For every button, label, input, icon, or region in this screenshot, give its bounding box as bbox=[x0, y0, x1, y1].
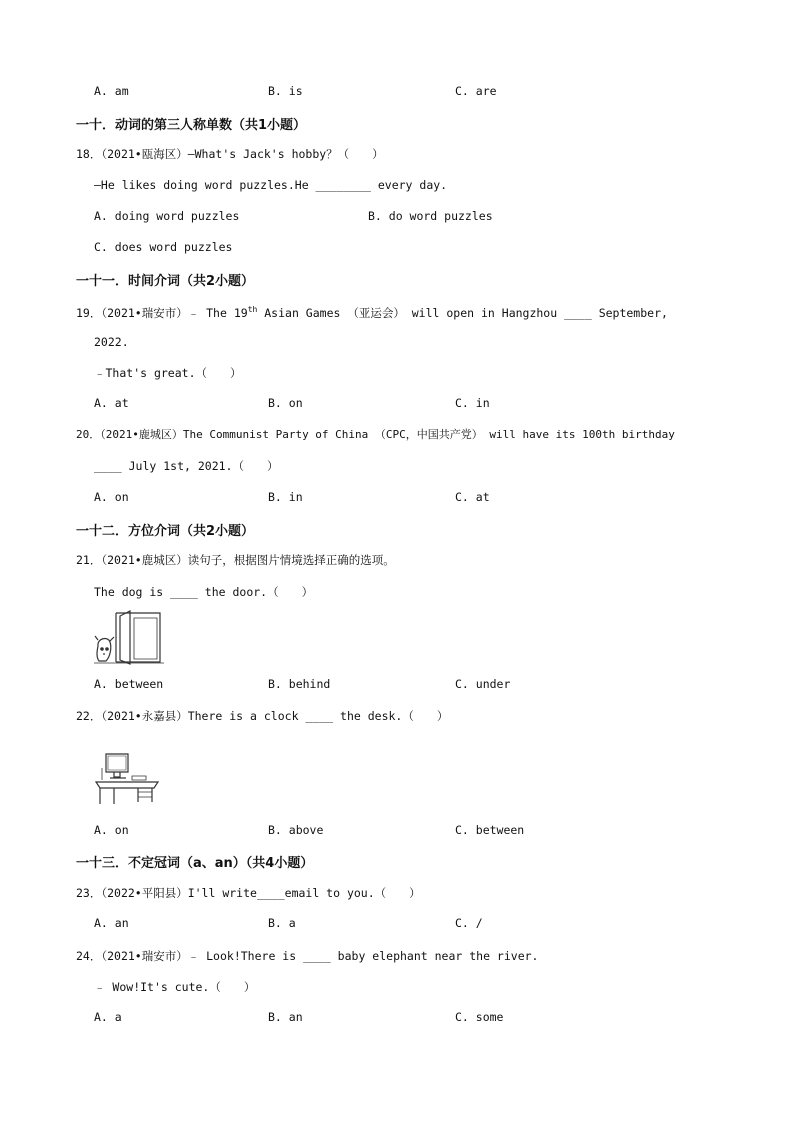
q21-line2: The dog is ____ the door.（ ） bbox=[94, 585, 314, 599]
q20-option-b: B. in bbox=[268, 490, 303, 504]
section-heading-10: 一十．动词的第三人称单数（共1小题） bbox=[76, 118, 307, 133]
q24-line2: ﹣ Wow!It's cute.（ ） bbox=[94, 980, 256, 994]
desk-computer-picture bbox=[94, 750, 160, 806]
q17-option-b: B. is bbox=[268, 84, 303, 98]
q19-stem-pre: 19．（2021•瑞安市）﹣ The 19 bbox=[76, 305, 248, 320]
q23-option-c: C. / bbox=[455, 916, 483, 930]
section-heading-12: 一十二．方位介词（共2小题） bbox=[76, 524, 255, 539]
q21-stem: 21．（2021•鹿城区）读句子，根据图片情境选择正确的选项。 bbox=[76, 553, 395, 567]
q17-option-a: A. am bbox=[94, 84, 129, 98]
q20-option-c: C. at bbox=[455, 490, 490, 504]
q19-line3: ﹣That's great.（ ） bbox=[94, 366, 242, 380]
q19-option-c: C. in bbox=[455, 396, 490, 410]
q20-stem: 20．（2021•鹿城区）The Communist Party of China （CPC，中国共产党） will have its 100th birthday bbox=[76, 428, 675, 441]
q20-option-a: A. on bbox=[94, 490, 129, 504]
q18-stem: 18．（2021•瓯海区）—What's Jack's hobby？（ ） bbox=[76, 147, 384, 161]
q19-option-a: A. at bbox=[94, 396, 129, 410]
q18-line2: —He likes doing word puzzles.He ________ every day. bbox=[94, 178, 448, 192]
q19-stem-post: Asian Games （亚运会） will open in Hangzhou ____ September, bbox=[257, 305, 668, 320]
q22-option-b: B. above bbox=[268, 823, 324, 837]
q22-stem: 22．（2021•永嘉县）There is a clock ____ the desk.（ ） bbox=[76, 709, 449, 723]
q23-stem: 23．（2022•平阳县）I'll write____email to you.（ ） bbox=[76, 886, 421, 900]
q23-option-a: A. an bbox=[94, 916, 129, 930]
q24-stem: 24．（2021•瑞安市）﹣ Look!There is ____ baby elephant near the river. bbox=[76, 949, 539, 963]
q18-option-a: A. doing word puzzles bbox=[94, 209, 240, 223]
q19-option-b: B. on bbox=[268, 396, 303, 410]
q24-option-b: B. an bbox=[268, 1010, 303, 1024]
q21-option-b: B. behind bbox=[268, 677, 331, 691]
section-heading-11: 一十一．时间介词（共2小题） bbox=[76, 274, 255, 289]
q19-stem bbox=[76, 302, 668, 321]
q18-option-b: B. do word puzzles bbox=[368, 209, 493, 223]
q18-option-c: C. does word puzzles bbox=[94, 240, 233, 254]
q24-option-a: A. a bbox=[94, 1010, 122, 1024]
q21-option-c: C. under bbox=[455, 677, 511, 691]
q21-option-a: A. between bbox=[94, 677, 164, 691]
section-heading-13: 一十三．不定冠词（a、an）（共4小题） bbox=[76, 856, 314, 871]
q23-option-b: B. a bbox=[268, 916, 296, 930]
q22-option-c: C. between bbox=[455, 823, 525, 837]
dog-door-picture bbox=[94, 610, 166, 666]
q17-option-c: C. are bbox=[455, 84, 497, 98]
q19-line2: 2022. bbox=[94, 335, 129, 349]
q19-superscript: th bbox=[247, 305, 258, 314]
q22-option-a: A. on bbox=[94, 823, 129, 837]
q20-line2: ____ July 1st, 2021.（ ） bbox=[94, 459, 279, 473]
q24-option-c: C. some bbox=[455, 1010, 504, 1024]
